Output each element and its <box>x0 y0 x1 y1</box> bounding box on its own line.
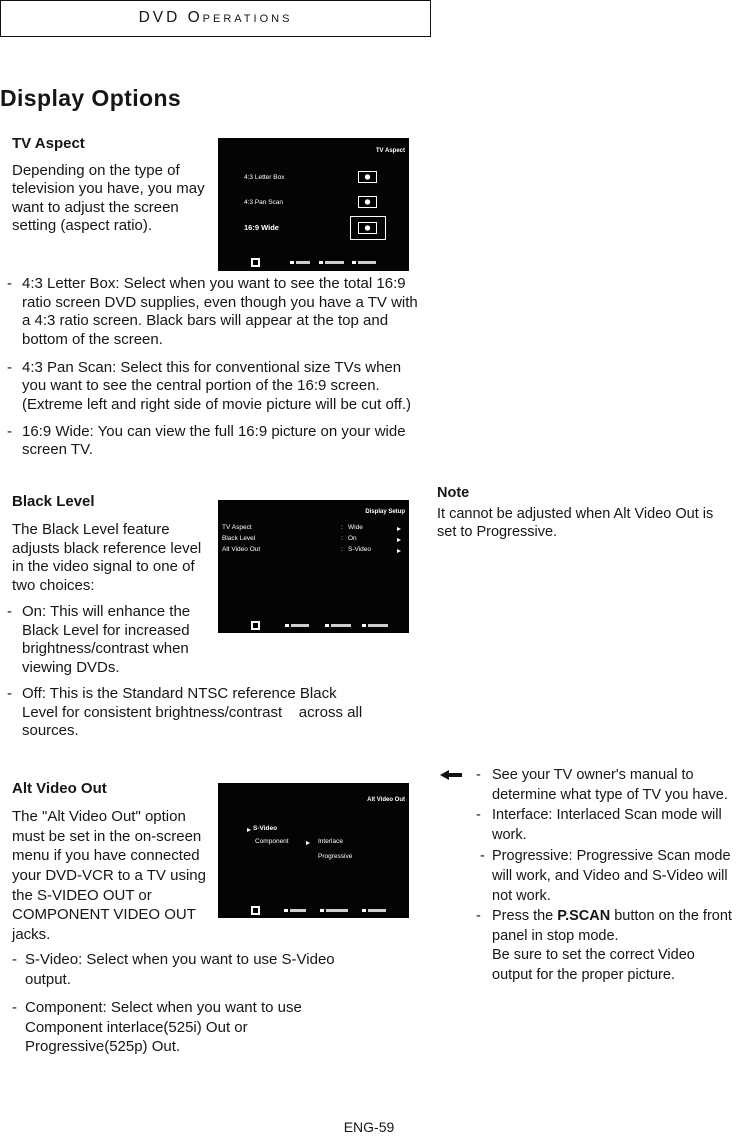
bullet-marker: - <box>476 807 481 824</box>
osd-row-label: Black Level <box>222 535 256 542</box>
alt-video-out-intro: The "Alt Video Out" option must be set in the on-screen menu if you have connected your DVD-VCR to a TV using the S-VIDEO OUT or COMPONENT VIDEO OUT jacks. <box>12 808 206 943</box>
aspect-ratio-icon <box>358 171 377 183</box>
list-item <box>7 275 418 349</box>
osd-row-separator: : <box>341 524 343 531</box>
bullet-text: Component: Select when you want to use Component interlace(525i) Out or Progressive(525p) Out. <box>25 999 302 1056</box>
bullet-marker: - <box>480 848 485 865</box>
page-title: Display Options <box>0 85 182 111</box>
list-item <box>12 998 335 1057</box>
bullet-text: 16:9 Wide: You can view the full 16:9 picture on your wide screen TV. <box>22 422 406 458</box>
side-note-text-part: button on the front panel in stop mode. Be sure to set the correct Video output for the proper picture. <box>492 908 732 983</box>
osd-sub-option-label: Progressive <box>318 853 353 860</box>
guide-key-icon <box>352 261 376 264</box>
bullet-text: Off: This is the Standard NTSC reference Black Level for consistent brightness/contrast across all sources. <box>22 684 363 740</box>
side-note-item <box>476 766 738 805</box>
bullet-text: On: This will enhance the Black Level for increased brightness/contrast when viewing DVDs. <box>22 603 191 677</box>
bullet-marker: - <box>476 908 481 925</box>
osd-option-label: 4:3 Letter Box <box>244 174 285 181</box>
bullet-marker: - <box>7 358 12 376</box>
bullet-marker: - <box>7 684 12 702</box>
black-level-bullet-list <box>7 603 362 741</box>
tv-aspect-heading: TV Aspect <box>12 135 85 152</box>
osd-sub-option-label: Interlace <box>318 838 343 845</box>
alt-video-out-heading: Alt Video Out <box>12 780 107 797</box>
osd-option-row <box>218 222 409 236</box>
guide-key-icon <box>320 909 348 912</box>
section-header-box <box>0 0 431 37</box>
osd-title: TV Aspect <box>375 148 405 154</box>
osd-option-label: Component <box>255 838 289 845</box>
submenu-arrow-icon <box>306 841 310 845</box>
note-heading: Note <box>437 485 470 501</box>
tv-aspect-intro: Depending on the type of television you have, you may want to adjust the screen setting (aspect ratio). <box>12 162 205 235</box>
section-header-title: DVD Operations <box>138 9 293 26</box>
note-text: It cannot be adjusted when Alt Video Out is set to Progressive. <box>437 506 714 540</box>
black-level-heading: Black Level <box>12 493 95 510</box>
osd-option-row <box>218 171 409 185</box>
list-item <box>7 603 362 678</box>
osd-row-value: Wide <box>348 524 363 531</box>
bullet-text: 4:3 Pan Scan: Select this for conventional size TVs when you want to see the central portion of the 16:9 screen. (Extreme left and right side of movie picture will be cut off.) <box>22 358 412 413</box>
chevron-right-icon <box>397 527 401 531</box>
bullet-marker: - <box>7 275 12 292</box>
chevron-right-icon <box>397 538 401 542</box>
list-item <box>12 950 335 989</box>
osd-row-value: S-Video <box>348 546 372 553</box>
osd-option-label: 4:3 Pan Scan <box>244 199 284 206</box>
chevron-right-icon <box>397 549 401 553</box>
list-item <box>7 423 418 460</box>
list-item <box>7 359 418 415</box>
remote-icon <box>251 906 260 915</box>
side-note-text <box>492 907 738 985</box>
guide-key-icon <box>362 909 386 912</box>
side-note-item <box>476 806 738 845</box>
page-number: ENG-59 <box>343 1119 395 1135</box>
side-note-item <box>476 847 738 906</box>
side-note-text: See your TV owner's manual to determine what type of TV you have. <box>492 767 728 803</box>
osd-option-label: S-Video <box>253 825 278 832</box>
bullet-marker: - <box>12 951 17 968</box>
remote-icon <box>251 258 260 267</box>
osd-option-label: 16:9 Wide <box>244 223 279 232</box>
osd-row-separator: : <box>341 535 343 542</box>
aspect-ratio-icon <box>358 196 377 208</box>
side-note-text-part: Press the <box>492 908 558 925</box>
bullet-marker: - <box>476 767 481 783</box>
osd-row-label: TV Aspect <box>222 524 252 531</box>
osd-button-guide <box>218 906 409 915</box>
osd-row-separator: : <box>341 546 343 553</box>
osd-title: Alt Video Out <box>367 797 405 803</box>
bullet-marker: - <box>12 999 17 1017</box>
side-note-text: Progressive: Progressive Scan mode will work, and Video and S-Video will not work. <box>492 848 731 904</box>
osd-row-value: On <box>348 535 357 542</box>
bullet-text: S-Video: Select when you want to use S-Video output. <box>25 951 335 988</box>
side-notes-list <box>476 766 738 987</box>
bullet-marker: - <box>7 422 12 440</box>
pointer-arrow-icon <box>440 770 462 780</box>
cursor-arrow-icon <box>247 828 251 832</box>
list-item <box>7 685 362 741</box>
osd-option-row <box>218 196 409 210</box>
osd-row-label: Alt Video Out <box>222 546 261 553</box>
alt-video-out-osd-screen <box>218 783 409 918</box>
aspect-ratio-icon <box>358 222 377 234</box>
osd-button-guide <box>218 258 409 267</box>
tv-aspect-osd-screen <box>218 138 409 271</box>
black-level-intro: The Black Level feature adjusts black reference level in the video signal to one of two choices: <box>12 521 202 594</box>
bullet-text: 4:3 Letter Box: Select when you want to see the total 16:9 ratio screen DVD supplies, even though you have a TV with a 4:3 ratio screen. Black bars will appear at the top and bottom of the screen. <box>22 275 418 348</box>
guide-key-icon <box>319 261 344 264</box>
guide-key-icon <box>362 624 388 627</box>
alt-video-out-bullet-list <box>12 950 335 1057</box>
guide-key-icon <box>290 261 310 264</box>
tv-aspect-bullet-list <box>7 275 418 460</box>
pscan-button-name: P.SCAN <box>557 908 611 925</box>
side-note-text: Interface: Interlaced Scan mode will work. <box>492 807 722 843</box>
side-note-item <box>476 907 738 985</box>
osd-title: Display Setup <box>365 509 405 515</box>
guide-key-icon <box>284 909 306 912</box>
bullet-marker: - <box>7 603 12 620</box>
